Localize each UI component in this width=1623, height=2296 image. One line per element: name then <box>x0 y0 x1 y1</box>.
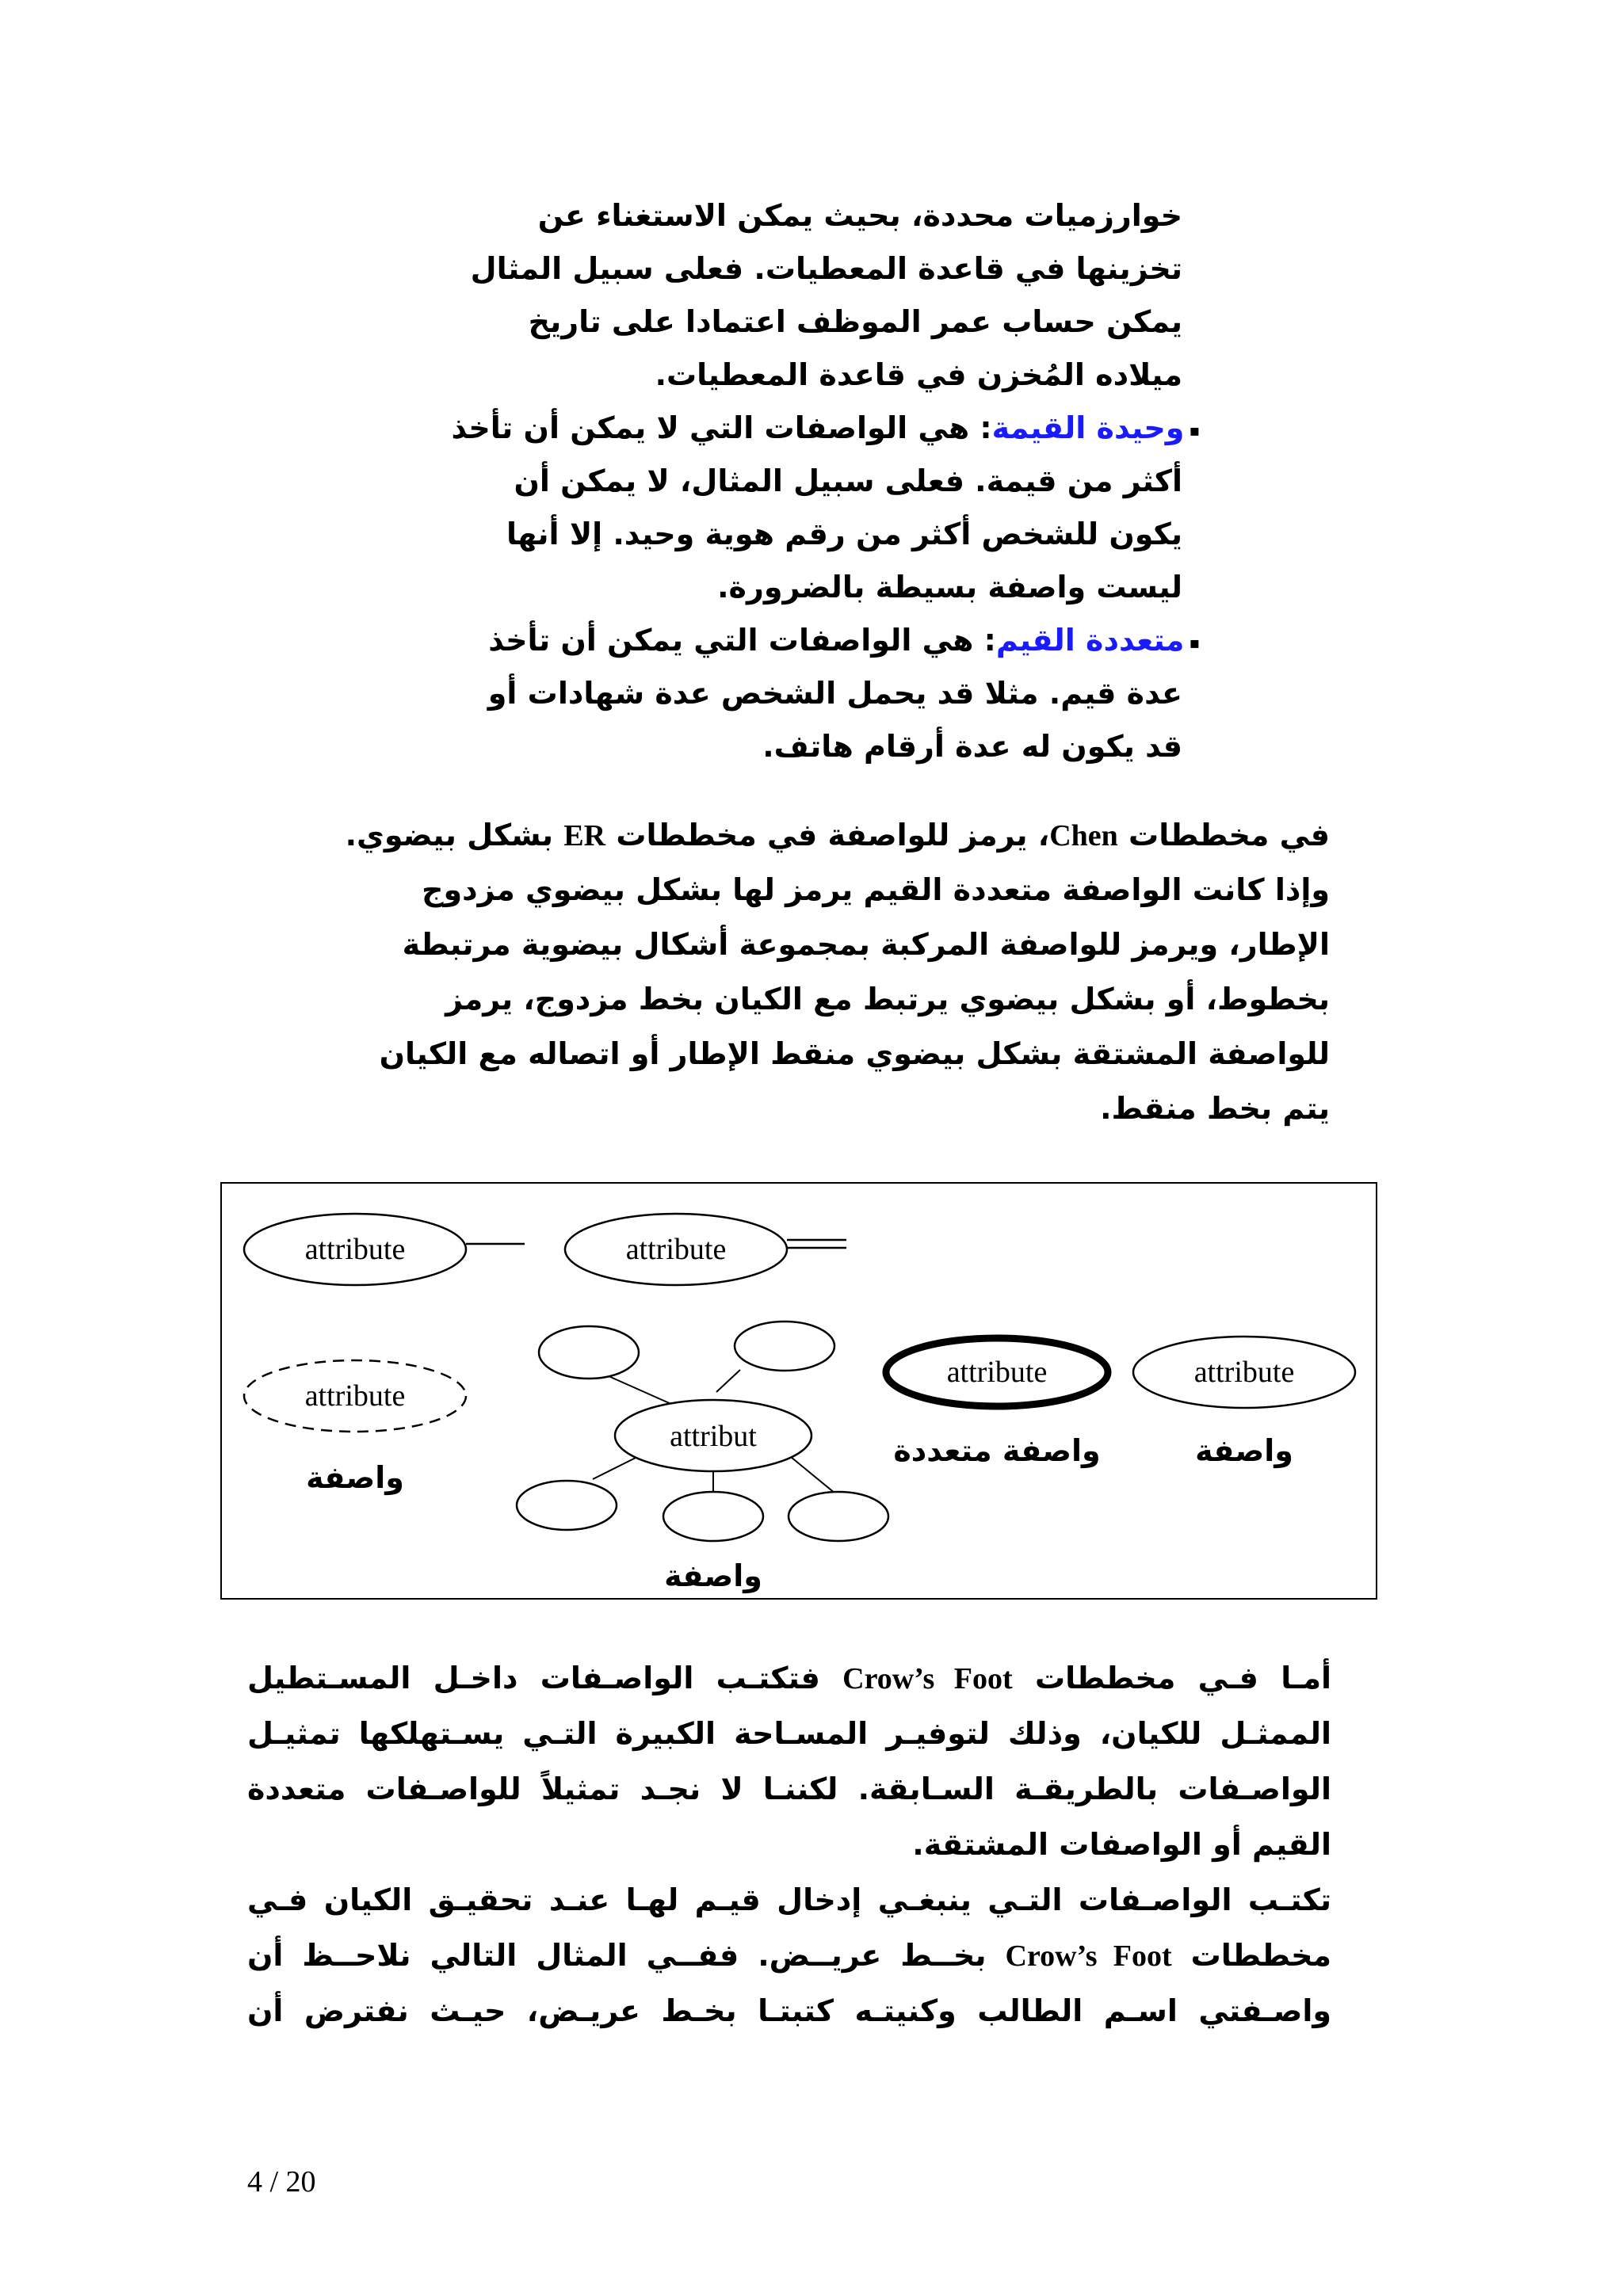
text-run-crows-foot: Crow’s Foot <box>842 1662 1013 1695</box>
paragraph-line: وإذا كانت الواصفة متعددة القيم يرمز لها بشكل بيضوي مزدوج <box>422 872 1330 907</box>
label-composite: واصفة <box>664 1558 762 1593</box>
text-run: أمـا فـي مخططات <box>1012 1661 1332 1695</box>
paragraph-line: تكتـب الواصـفات التـي ينبغـي إدخال قيـم لهـا عنـد تحقيـق الكيان فـي <box>247 1882 1331 1917</box>
bullet-text: : هي الواصفات التي لا يمكن أن تأخذ <box>451 410 992 445</box>
component-attribute-ellipse <box>789 1492 888 1541</box>
text-run: بشكل بيضوي. <box>345 818 564 852</box>
text-run: فتكتـب الواصـفات داخـل المسـتطيل <box>247 1661 843 1695</box>
paragraph-line: الواصـفات بالطريقـة السـابقة. لكننـا لا نجـد تمثيلاً للواصـفات متعددة <box>247 1772 1331 1806</box>
paragraph-line <box>346 811 1330 860</box>
paragraph-line: يمكن حساب عمر الموظف اعتمادا على تاريخ <box>528 304 1182 339</box>
text-run-er: ER <box>563 819 606 852</box>
paragraph-line: القيم أو الواصفات المشتقة. <box>912 1827 1331 1862</box>
text-run: مخططات <box>1171 1938 1331 1973</box>
paragraph-line <box>247 1654 1331 1703</box>
paragraph-line: الممثـل للكيان، وذلك لتوفيـر المسـاحة الكبيرة التـي يسـتهلكها تمثيـل <box>247 1716 1331 1751</box>
bullet-icon: ▪ <box>1189 632 1200 652</box>
bullet-item-single-valued <box>451 404 1200 454</box>
label-derived: واصفة <box>306 1460 404 1495</box>
attribute-text: attribute <box>625 1233 727 1266</box>
paragraph-line: بخطوط، أو بشكل بيضوي يرتبط مع الكيان بخط مزدوج، يرمز <box>445 982 1330 1016</box>
paragraph-line: عدة قيم. مثلا قد يحمل الشخص عدة شهادات أو <box>487 676 1182 711</box>
bullet-text: : هي الواصفات التي يمكن أن تأخذ <box>488 623 996 658</box>
paragraph-line: ميلاده المُخزن في قاعدة المعطيات. <box>655 357 1182 392</box>
component-attribute-ellipse <box>517 1481 617 1530</box>
bullet-item-multi-valued <box>488 616 1200 666</box>
paragraph-line: خوارزميات محددة، بحيث يمكن الاستغناء عن <box>537 198 1182 233</box>
component-attribute-ellipse <box>539 1326 639 1379</box>
page-number: 4 / 20 <box>247 2165 316 2199</box>
term-multi-valued: متعددة القيم <box>995 623 1185 658</box>
attribut-text: attribut <box>670 1420 757 1453</box>
attribute-text: attribute <box>304 1379 406 1413</box>
text-run-crows-foot: Crow’s Foot <box>1005 1939 1172 1973</box>
text-run-chen: Chen <box>1049 819 1118 852</box>
term-single-valued: وحيدة القيمة <box>991 410 1185 445</box>
paragraph-line <box>247 1932 1331 1980</box>
paragraph-line: ليست واصفة بسيطة بالضرورة. <box>717 570 1182 605</box>
attribute-text: attribute <box>946 1356 1048 1389</box>
component-attribute-ellipse <box>735 1322 834 1371</box>
text-run: ، يرمز للواصفة في مخططات <box>605 818 1050 852</box>
paragraph-line: يتم بخط منقط. <box>1100 1091 1330 1126</box>
attribute-notation-figure <box>220 1182 1377 1600</box>
paragraph-line: قد يكون له عدة أرقام هاتف. <box>762 729 1182 764</box>
paragraph-line: للواصفة المشتقة بشكل بيضوي منقط الإطار أو اتصاله مع الكيان <box>379 1036 1330 1071</box>
bullet-icon: ▪ <box>1189 420 1200 440</box>
label-multivalued: واصفة متعددة <box>893 1433 1101 1468</box>
text-run: في مخططات <box>1117 818 1330 852</box>
paragraph-line: أكثر من قيمة. فعلى سبيل المثال، لا يمكن أن <box>514 463 1182 498</box>
attribute-text: attribute <box>1193 1356 1295 1389</box>
component-attribute-ellipse <box>663 1492 763 1541</box>
paragraph-line: واصـفتي اسـم الطالب وكنيتـه كتبتـا بخـط عريـض، حيـث نفترض أن <box>247 1993 1331 2028</box>
paragraph-line: يكون للشخص أكثر من رقم هوية وحيد. إلا أنها <box>506 517 1182 551</box>
attribute-text: attribute <box>304 1233 406 1266</box>
paragraph-line: تخزينها في قاعدة المعطيات. فعلى سبيل المثال <box>470 251 1182 286</box>
label-simple: واصفة <box>1195 1433 1293 1468</box>
text-run: بخــط عريــض. ففــي المثال التالي نلاحــظ أن <box>247 1938 1006 1973</box>
paragraph-line: الإطار، ويرمز للواصفة المركبة بمجموعة أشكال بيضوية مرتبطة <box>402 927 1330 962</box>
